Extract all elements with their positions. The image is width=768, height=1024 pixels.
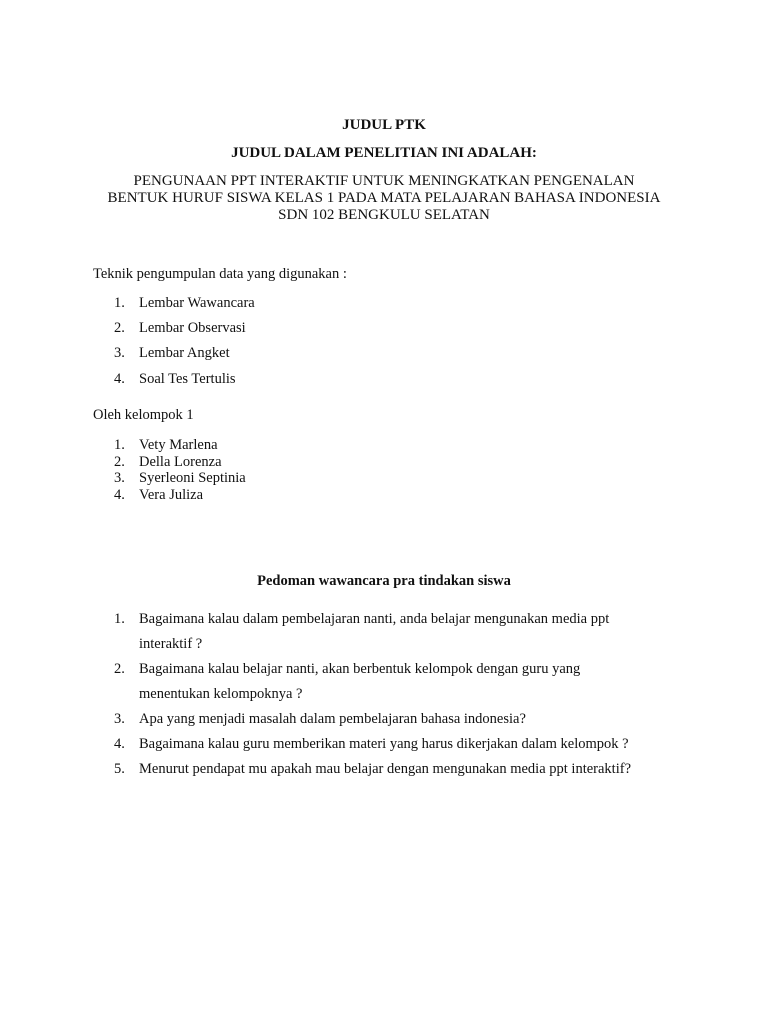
group-member: [114, 487, 699, 504]
data-collection-intro: Teknik pengumpulan data yang digunakan :: [93, 266, 347, 282]
group-member: [114, 437, 699, 454]
list-item-number: 2.: [114, 454, 125, 470]
group-member: [114, 454, 699, 471]
list-item-text: Lembar Angket: [139, 345, 230, 361]
question-text: Bagaimana kalau dalam pembelajaran nanti, anda belajar mengunakan media ppt interaktif ?: [139, 611, 610, 652]
list-item-number: 2.: [114, 661, 125, 677]
list-item: [114, 295, 699, 312]
research-title-line: SDN 102 BENGKULU SELATAN: [278, 207, 490, 223]
member-name: Della Lorenza: [139, 454, 222, 470]
member-name: Vera Juliza: [139, 487, 204, 503]
interview-heading: Pedoman wawancara pra tindakan siswa: [257, 573, 511, 589]
list-item-number: 4.: [114, 736, 125, 752]
list-item: [114, 371, 699, 388]
interview-question: [114, 657, 639, 707]
list-item-text: Lembar Wawancara: [139, 295, 255, 311]
list-item-text: Lembar Observasi: [139, 320, 246, 336]
research-title: [0, 173, 768, 224]
document-title: JUDUL PTK: [342, 117, 426, 133]
list-item: [114, 345, 699, 362]
group-intro: Oleh kelompok 1: [93, 407, 194, 423]
list-item-number: 3.: [114, 711, 125, 727]
list-item-number: 1.: [114, 437, 125, 453]
list-item-number: 4.: [114, 487, 125, 503]
list-item-number: 3.: [114, 470, 125, 486]
list-item-number: 5.: [114, 761, 125, 777]
interview-question: [114, 757, 739, 782]
list-item-number: 1.: [114, 295, 125, 311]
research-title-line: PENGUNAAN PPT INTERAKTIF UNTUK MENINGKATKAN PENGENALAN: [133, 173, 635, 189]
list-item-number: 3.: [114, 345, 125, 361]
interview-question: [114, 732, 739, 757]
document-subtitle: JUDUL DALAM PENELITIAN INI ADALAH:: [231, 145, 537, 161]
question-text: Bagaimana kalau belajar nanti, akan berbentuk kelompok dengan guru yang menentukan kelompoknya ?: [139, 661, 581, 702]
research-title-line: BENTUK HURUF SISWA KELAS 1 PADA MATA PELAJARAN BAHASA INDONESIA: [107, 190, 661, 206]
list-item-number: 2.: [114, 320, 125, 336]
list-item: [114, 320, 699, 337]
list-item-number: 4.: [114, 371, 125, 387]
member-name: Vety Marlena: [139, 437, 218, 453]
question-text: Apa yang menjadi masalah dalam pembelajaran bahasa indonesia?: [139, 711, 526, 727]
group-member: [114, 470, 699, 487]
list-item-number: 1.: [114, 611, 125, 627]
question-text: Menurut pendapat mu apakah mau belajar dengan mengunakan media ppt interaktif?: [139, 761, 632, 777]
interview-question: [114, 607, 659, 657]
list-item-text: Soal Tes Tertulis: [139, 371, 236, 387]
member-name: Syerleoni Septinia: [139, 470, 246, 486]
question-text: Bagaimana kalau guru memberikan materi yang harus dikerjakan dalam kelompok ?: [139, 736, 629, 752]
interview-question: [114, 707, 699, 732]
